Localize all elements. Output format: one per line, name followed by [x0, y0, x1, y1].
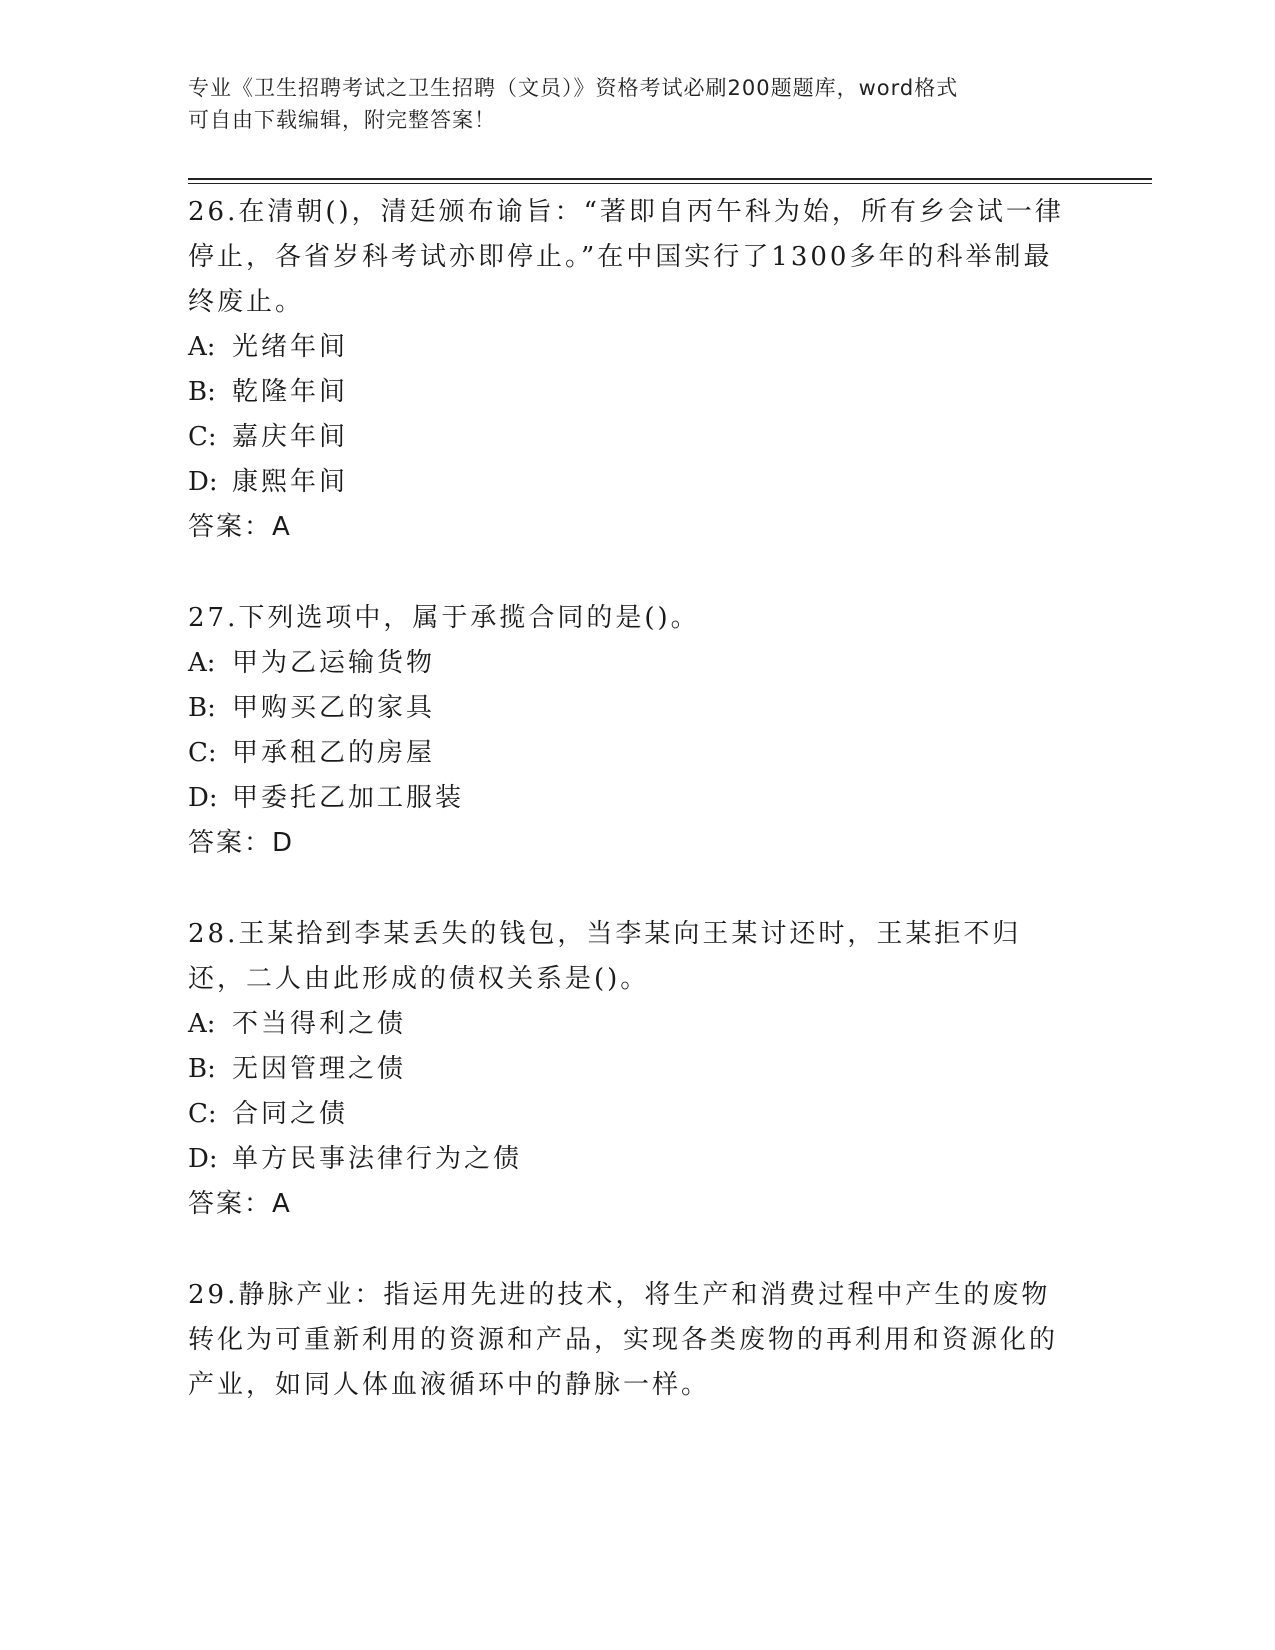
question-29	[188, 1273, 1068, 1408]
option-a	[188, 325, 1068, 370]
option-text: 合同之债	[232, 1099, 349, 1129]
option-key: C:	[188, 738, 217, 768]
header-line-1: 专业《卫生招聘考试之卫生招聘（文员）》资格考试必刷200题题库，word格式	[188, 76, 959, 100]
option-key: B:	[188, 377, 216, 407]
option-text: 嘉庆年间	[232, 422, 349, 452]
option-text: 乾隆年间	[232, 377, 349, 407]
option-key: D:	[188, 783, 218, 813]
question-text: 28.王某拾到李某丢失的钱包，当李某向王某讨还时，王某拒不归还，二人由此形成的债权关系是()。	[188, 919, 1022, 994]
option-key: D:	[188, 467, 218, 497]
option-text: 甲为乙运输货物	[232, 648, 436, 678]
question-28	[188, 912, 1068, 1227]
option-text: 甲承租乙的房屋	[232, 738, 436, 768]
option-key: C:	[188, 422, 217, 452]
option-text: 甲委托乙加工服装	[232, 783, 465, 813]
option-text: 不当得利之债	[232, 1009, 407, 1039]
option-c	[188, 415, 1068, 460]
option-d	[188, 776, 1068, 821]
answer: 答案：D	[188, 828, 295, 858]
option-a	[188, 641, 1068, 686]
option-key: A:	[188, 1009, 216, 1039]
option-key: B:	[188, 1054, 216, 1084]
option-d	[188, 460, 1068, 505]
question-27	[188, 596, 1068, 866]
option-text: 单方民事法律行为之债	[232, 1144, 523, 1174]
option-c	[188, 1092, 1068, 1137]
option-key: B:	[188, 693, 216, 723]
option-b	[188, 686, 1068, 731]
option-text: 光绪年间	[232, 332, 349, 362]
option-text: 无因管理之债	[232, 1054, 407, 1084]
option-text: 甲购买乙的家具	[232, 693, 436, 723]
header-line-2: 可自由下载编辑，附完整答案！	[188, 108, 496, 132]
option-d	[188, 1137, 1068, 1182]
question-list	[188, 190, 1068, 1454]
question-text: 27.下列选项中，属于承揽合同的是()。	[188, 603, 700, 633]
question-26	[188, 190, 1068, 550]
document-header	[188, 72, 1088, 136]
option-a	[188, 1002, 1068, 1047]
option-text: 康熙年间	[232, 467, 349, 497]
option-b	[188, 1047, 1068, 1092]
option-key: A:	[188, 648, 216, 678]
answer: 答案：A	[188, 512, 292, 542]
question-text: 26.在清朝()，清廷颁布谕旨：“著即自丙午科为始，所有乡会试一律停止，各省岁科考试亦即停止。”在中国实行了1300多年的科举制最终废止。	[188, 197, 1064, 317]
answer: 答案：A	[188, 1189, 292, 1219]
header-divider-thin	[188, 183, 1152, 184]
option-key: D:	[188, 1144, 218, 1174]
option-key: A:	[188, 332, 216, 362]
option-c	[188, 731, 1068, 776]
question-text: 29.静脉产业：指运用先进的技术，将生产和消费过程中产生的废物转化为可重新利用的资源和产品，实现各类废物的再利用和资源化的产业，如同人体血液循环中的静脉一样。	[188, 1280, 1059, 1400]
option-key: C:	[188, 1099, 217, 1129]
header-divider-thick	[188, 178, 1152, 180]
option-b	[188, 370, 1068, 415]
